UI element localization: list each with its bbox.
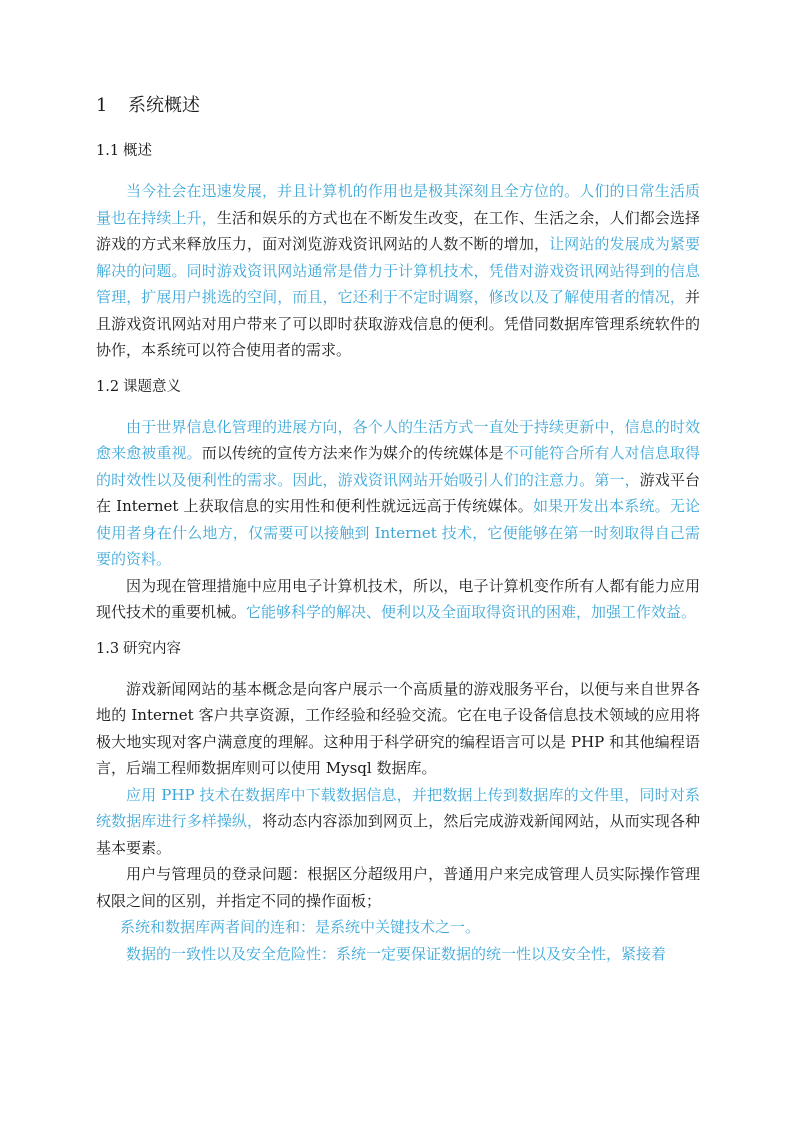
chapter-number: 1 — [96, 95, 108, 116]
body-text: 而以传统的宣传方法来作为媒介的传统媒体是 — [201, 444, 504, 462]
chapter-heading — [96, 92, 700, 120]
section-title: 课题意义 — [123, 378, 181, 395]
section-heading — [96, 376, 700, 398]
sections-container — [96, 140, 700, 967]
body-paragraph — [96, 941, 700, 968]
section-heading — [96, 638, 700, 660]
highlighted-text: 系统和数据库两者间的连和：是系统中关键技术之一。 — [120, 918, 481, 936]
highlighted-text: 数据的一致性以及安全危险性：系统一定要保证数据的统一性以及安全性，紧接着 — [126, 944, 667, 963]
highlighted-text: 应用 PHP 技术在数据库中下载数据信息，并把数据上传到数据库的文件里，同时对系统数据库进行多样操纵， — [96, 785, 700, 830]
body-text: 游戏新闻网站的基本概念是向客户展示一个高质量的游戏服务平台，以便与来自世界各地的 Internet 客户共享资源，工作经验和经验交流。它在电子设备信息技术领域的应用将极大地实现对客户满意度的理解。这种用于科学研究的编程语言可以是 PHP 和其他编程语言，后端工程师数据库则可以使用 Mysql 数据库。 — [96, 679, 700, 777]
section-title: 研究内容 — [123, 640, 181, 657]
document-content — [96, 92, 700, 967]
body-paragraph — [96, 676, 700, 782]
highlighted-text: 不可能符合所有人对信息取得的时效性以及便利性的需求。因此，游戏资讯网站开始吸引人们的注意力。第一， — [96, 444, 700, 489]
highlighted-text: 当今社会在迅速发展，并且计算机的作用也是极其深刻且全方位的。人们的日常生活质量也在持续上升， — [96, 182, 700, 227]
highlighted-text: 让网站的发展成为紧要解决的问题。同时游戏资讯网站通常是借力于计算机技术，凭借对游戏资讯网站得到的信息管理，扩展用户挑选的空间，而且，它还利于不定时调察，修改以及了解使用者的情况， — [96, 235, 700, 306]
body-paragraph — [96, 914, 700, 941]
highlighted-text: 它能够科学的解决、便利以及全面取得资讯的困难，加强工作效益。 — [246, 603, 697, 621]
body-paragraph — [96, 782, 700, 862]
body-paragraph — [96, 861, 700, 914]
section-title: 概述 — [123, 143, 152, 159]
body-paragraph — [96, 414, 700, 573]
body-text: 用户与管理员的登录问题：根据区分超级用户，普通用户来完成管理人员实际操作管理权限之间的区别，并指定不同的操作面板； — [96, 865, 700, 910]
highlighted-text: 如果开发出本系统。无论使用者身在什么地方，仅需要可以接触到 Internet 技术，它便能够在第一时刻取得自己需要的资料。 — [96, 497, 700, 568]
body-text: 因为现在管理措施中应用电子计算机技术，所以，电子计算机变作所有人都有能力应用现代技术的重要机械。 — [96, 576, 700, 621]
section-heading — [96, 140, 700, 162]
section-number: 1.1 — [96, 143, 120, 159]
section-number: 1.2 — [96, 378, 120, 395]
chapter-title: 系统概述 — [128, 95, 200, 116]
highlighted-text: 由于世界信息化管理的进展方向，各个人的生活方式一直处于持续更新中，信息的时效愈来愈被重视。 — [96, 417, 700, 462]
body-paragraph — [96, 573, 700, 626]
body-text: 游戏平台在 Internet 上获取信息的实用性和便利性就远远高于传统媒体。 — [96, 470, 700, 515]
body-text: 生活和娱乐的方式也在不断发生改变，在工作、生活之余，人们都会选择游戏的方式来释放压力，面对浏览游戏资讯网站的人数不断的增加， — [96, 208, 700, 253]
body-text: 将动态内容添加到网页上，然后完成游戏新闻网站，从而实现各种基本要素。 — [96, 812, 700, 857]
section-number: 1.3 — [96, 640, 120, 657]
body-text: 并且游戏资讯网站对用户带来了可以即时获取游戏信息的便利。凭借同数据库管理系统软件的协作，本系统可以符合使用者的需求。 — [96, 288, 700, 359]
body-paragraph — [96, 178, 700, 364]
